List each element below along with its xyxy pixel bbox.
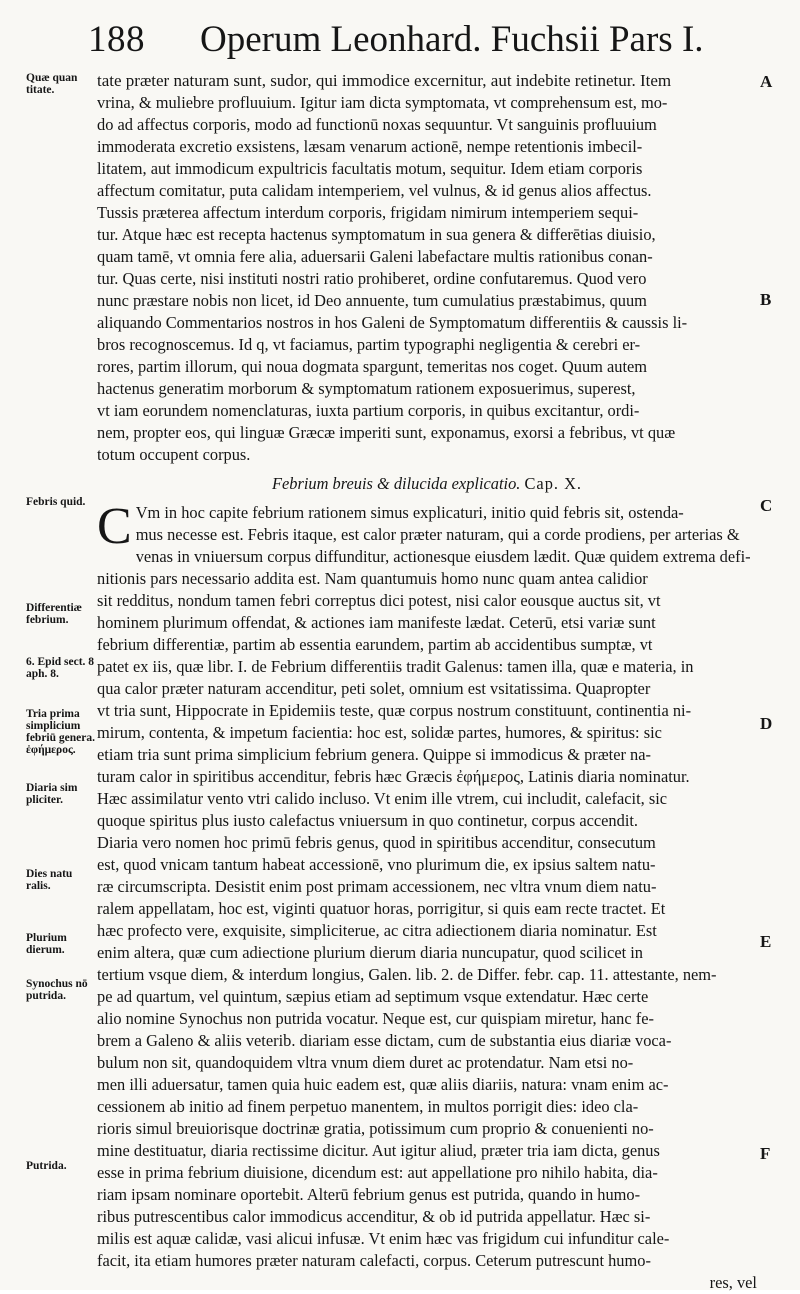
text-line: cessionem ab initio ad finem perpetuo manentem, in multos porrigit dies: ideo cla- [97, 1097, 639, 1116]
chapter-number: Cap. X. [524, 474, 583, 493]
text-line: alio nomine Synochus non putrida vocatur. Neque est, cur quispiam miretur, hanc fe- [97, 1009, 654, 1028]
text-line: tur. Atque hæc est recepta hactenus symptomatum in sua genera & differētias diuisio, [97, 225, 656, 244]
text-line: venas in vniuersum corpus diffunditur, actionesque eiusdem lædit. Quæ quidem extrema defi- [135, 547, 751, 566]
text-line: mus necesse est. Febris itaque, est calor præter naturam, qui a corde prodiens, per arterias & [135, 525, 740, 544]
text-line: tate præter naturam sunt, sudor, qui immodice excernitur, aut indebite retinetur. Item [97, 71, 672, 90]
text-line: Diaria vero nomen hoc primū febris genus, quod in spiritibus accenditur, consecutum [97, 833, 656, 852]
margin-note: Synochus nō putrida. [26, 978, 88, 1002]
margin-note: Quæ quan titate. [26, 72, 78, 96]
text-line: rioris simul breuiorisque doctrinæ gratia, potissimum cum proprio & conuenienti no- [97, 1119, 654, 1138]
running-title: Operum Leonhard. Fuchsii Pars I. [200, 19, 704, 60]
catchword: res, vel [709, 1273, 757, 1292]
text-line: ræ circumscripta. Desistit enim post primam accessionem, nec vltra vnum diem natu- [97, 877, 657, 896]
text-line: Hæc assimilatur vento vtri calido incluso. Vt enim ille vtrem, cui includit, calefacit, sic [97, 789, 668, 808]
section-letter: D [760, 714, 773, 733]
text-line: affectum comitatur, puta calidam intemperiem, vel vulnus, & id genus alios affectus. [97, 181, 652, 200]
page-header [88, 14, 704, 64]
text-line: brem a Galeno & aliis veterib. diariam esse dictam, cum de substantia eius diariæ voca- [97, 1031, 672, 1050]
text-line: hæc profecto vere, exquisite, simpliciterue, ac citra adiectionem diaria nominatur. Est [97, 921, 657, 940]
section-letter: A [760, 72, 773, 91]
text-line: tertium vsque diem, & interdum longius, Galen. lib. 2. de Differ. febr. cap. 11. attestante, nem- [97, 965, 717, 984]
page-number: 188 [88, 19, 145, 60]
text-line: est, quod vnicam tantum habeat accessionē, vno plurimum die, ex ipsius saltem natu- [97, 855, 656, 874]
section-letter: F [760, 1144, 771, 1163]
section-letter: C [760, 496, 773, 515]
text-line: nitionis pars necessario addita est. Nam quantumuis homo nunc quam antea calidior [97, 569, 648, 588]
text-line: milis est aquæ calidæ, vasi alicui infusæ. Vt enim hæc vas frigidum cui infunditur cale- [97, 1229, 670, 1248]
text-line: rores, partim illorum, qui noua dogmata spargunt, temeritas nos coget. Quum autem [97, 357, 648, 376]
text-line: riam ipsam nominare oportebit. Alterū febrium genus est putrida, quando in humo- [97, 1185, 641, 1204]
text-line: nunc præstare nobis non licet, id Deo annuente, tum cumulatius præstabimus, quum [97, 291, 647, 310]
text-line: mine destituatur, diaria rectissime dicitur. Aut igitur aliud, præter tria iam dicta, genus [97, 1141, 660, 1160]
text-body [97, 70, 757, 1294]
text-line: qua calor præter naturam accenditur, peti solet, omnium est vsitatissima. Quapropter [97, 679, 651, 698]
margin-note: Tria prima simplicium febriū genera. ἐφήμερος. [26, 708, 95, 756]
text-line: ralem appellatam, hoc est, viginti quatuor horas, porrigitur, si quis eam recte tractet. Et [97, 899, 666, 918]
drop-capital: C [97, 498, 132, 555]
margin-note: Diaria sim pliciter. [26, 782, 78, 806]
text-line: enim altera, quæ cum adiectione plurium dierum diaria nuncupatur, quod scilicet in [97, 943, 643, 962]
text-line: bulum non sit, quandoquidem vltra vnum diem duret ac protendatur. Nam etsi no- [97, 1053, 634, 1072]
text-line: aliquando Commentarios nostros in hos Galeni de Symptomatum differentiis & caussis li- [97, 313, 688, 332]
text-line: men illi aduersatur, tamen quia huic eadem est, quæ aliis diariis, natura: vnam enim ac- [97, 1075, 669, 1094]
text-line: hactenus generatim morborum & symptomatum rationem exposuerimus, superest, [97, 379, 636, 398]
text-line: nem, propter eos, qui linguæ Græcæ imperiti sunt, exponamus, exorsi a febribus, vt quæ [97, 423, 676, 442]
text-line: ribus putrescentibus calor immodicus accenditur, & ob id putrida appellatur. Hæc si- [97, 1207, 651, 1226]
section-letter: E [760, 932, 772, 951]
section-letter: B [760, 290, 772, 309]
text-line: hominem plurimum offendat, & actiones iam manifeste lædat. Ceterū, etsi variæ sunt [97, 613, 656, 632]
text-line: vrina, & muliebre profluuium. Igitur iam dicta symptomata, vt comprehensum est, mo- [97, 93, 668, 112]
text-line: turam calor in spiritibus accenditur, febris hæc Græcis ἐφήμερος, Latinis diaria nominatur. [97, 767, 690, 786]
text-line: vt tria sunt, Hippocrate in Epidemiis teste, quæ corpus nostrum constituunt, continentia ni- [97, 701, 692, 720]
text-line: esse in prima febrium diuisione, dicendum est: aut appellatione pro nihilo habita, dia- [97, 1163, 658, 1182]
text-line: totum occupent corpus. [97, 445, 251, 464]
text-line: patet ex iis, quæ libr. I. de Febrium differentiis tradit Galenus: tamen illa, quæ e materia, in [97, 657, 694, 676]
margin-note: Differentiæ febrium. [26, 602, 82, 626]
chapter-title: Febrium breuis & dilucida explicatio. [271, 474, 521, 493]
margin-note: Dies natu ralis. [26, 868, 73, 892]
text-line: litatem, aut immodicum expultricis facultatis motum, sequitur. Idem etiam corporis [97, 159, 643, 178]
margin-note: Putrida. [26, 1160, 67, 1172]
text-line: Vm in hoc capite febrium rationem simus explicaturi, initio quid febris sit, ostenda- [135, 503, 684, 522]
text-line: sit redditus, nondum tamen febri correptus dici potest, nisi calor eousque auctus sit, vt [97, 591, 661, 610]
text-line: pe ad quartum, vel quintum, sæpius etiam ad septimum vsque extendatur. Hæc certe [97, 987, 649, 1006]
text-line: quam tamē, vt omnia fere alia, aduersarii Galeni labefactare multis rationibus conan- [97, 247, 653, 266]
text-line: bros recognoscemus. Id q, vt faciamus, partim typographi negligentia & cerebri er- [97, 335, 641, 354]
text-line: vt iam eorundem nomenclaturas, iuxta partium corporis, in quibus excitantur, ordi- [97, 401, 640, 420]
margin-note: Plurium dierum. [26, 932, 67, 956]
margin-note: Febris quid. [26, 496, 86, 508]
text-line: febrium differentiæ, partim ab essentia earundem, partim ab accidentibus sumptæ, vt [97, 635, 653, 654]
text-line: tur. Quas certe, nisi instituti nostri ratio prohiberet, ordine confutaremus. Quod vero [97, 269, 647, 288]
text-line: do ad affectus corporis, modo ad functionū noxas sequuntur. Vt sanguinis profluuium [97, 115, 657, 134]
text-line: Tussis præterea affectum interdum corporis, frigidam nimirum intemperiem sequi- [97, 203, 639, 222]
margin-note: 6. Epid sect. 8 aph. 8. [26, 656, 95, 680]
chapter-heading [97, 466, 757, 502]
text-line: etiam tria sunt prima simplicium febrium genera. Quippe si immodicus & præter na- [97, 745, 651, 764]
text-line: mirum, contenta, & impetum facientia: hoc est, solidæ partes, humores, & spiritus: sic [97, 723, 662, 742]
text-line: facit, ita etiam humores præter naturam calefacti, corpus. Ceterum putrescunt humo- [97, 1251, 651, 1270]
text-line: immoderata excretio exsistens, læsam venarum actionē, nempe retentionis imbecil- [97, 137, 643, 156]
text-line: quoque spiritus plus iusto calefactus vniuersum in quo continetur, corpus accendit. [97, 811, 639, 830]
